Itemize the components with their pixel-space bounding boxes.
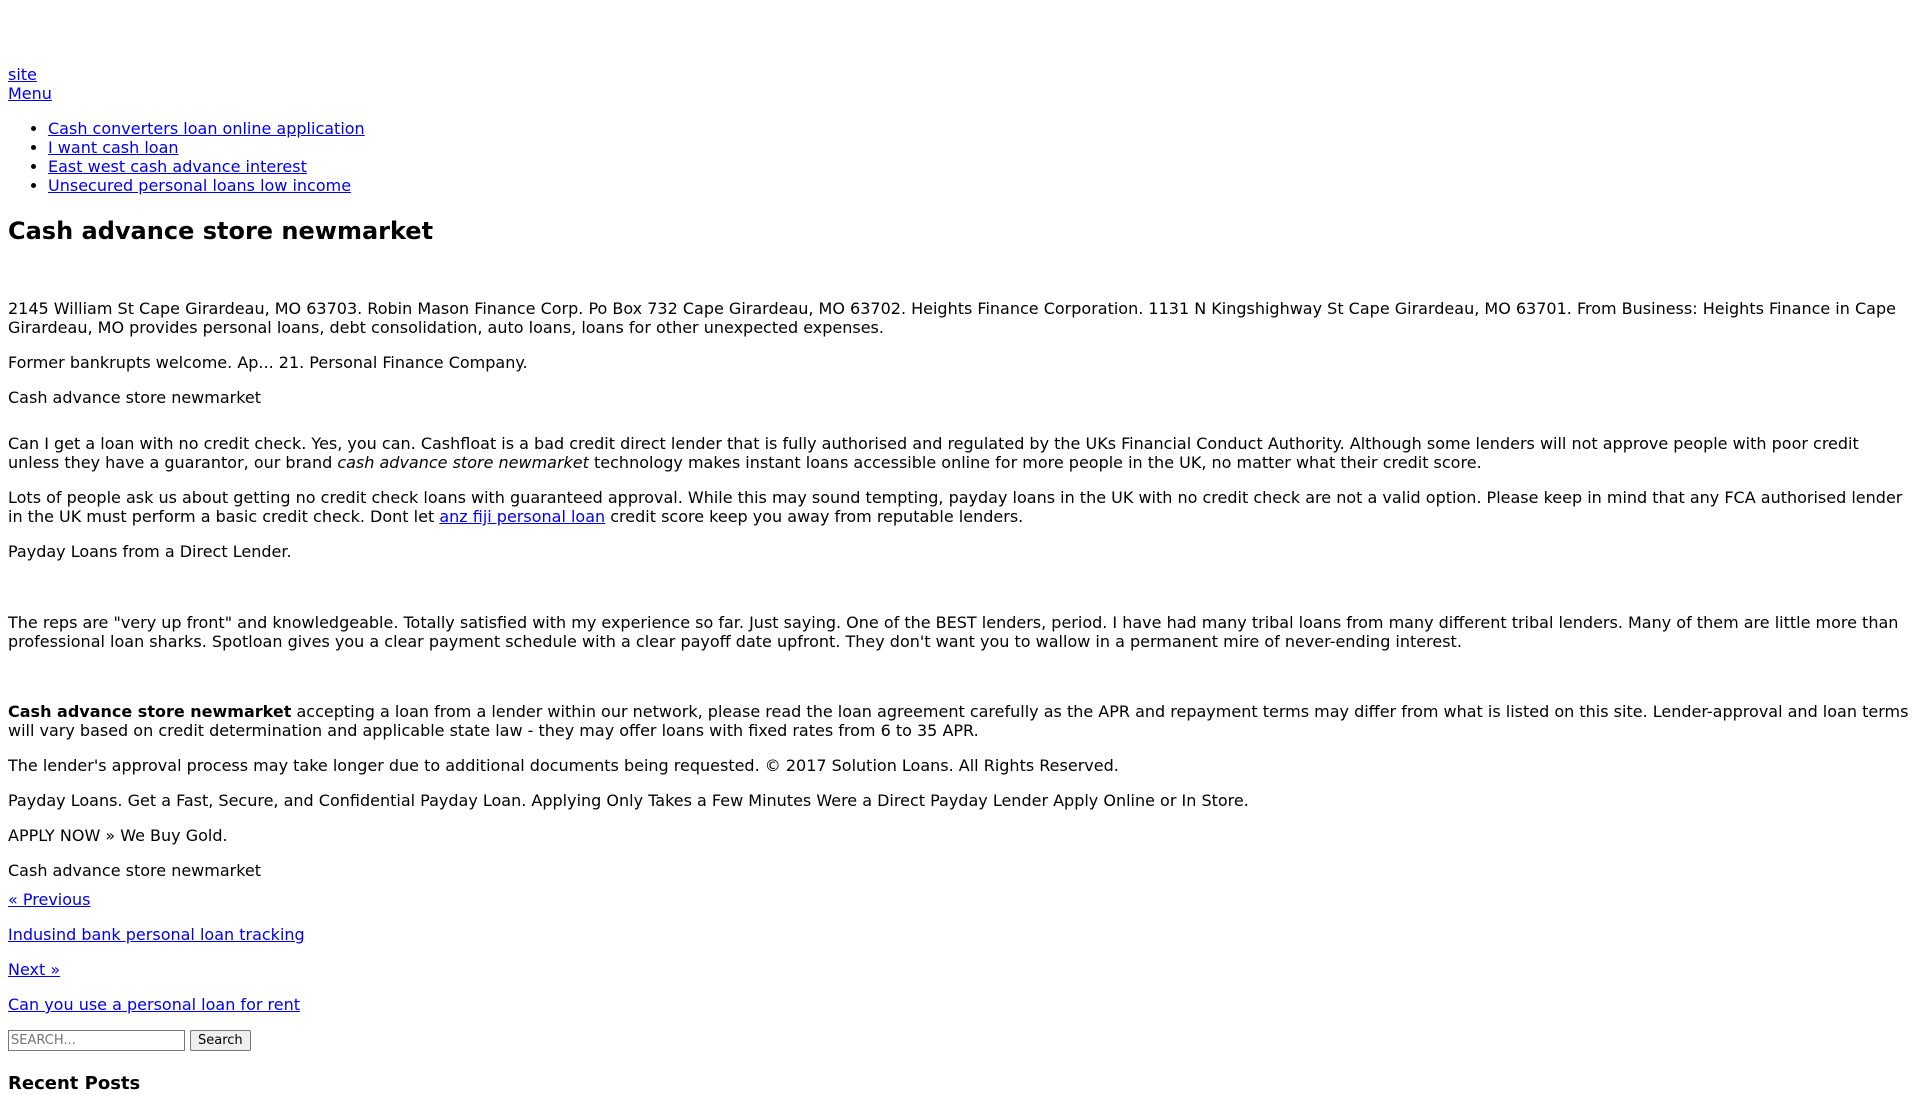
article-paragraph: The reps are "very up front" and knowledgeable. Totally satisfied with my experience so far. Just saying. One of the BEST lenders, period. I have had many tribal loans from many different tribal lenders. Many of them are little more than professional loan sharks. Spotloan gives you a clear payment schedule with a clear payoff date upfront. They don't want you to wallow in a permanent mire of never-ending interest. xyxy=(8,613,1899,651)
nav-item xyxy=(48,157,365,176)
previous-post-label xyxy=(8,890,1912,909)
nav-item xyxy=(48,138,365,157)
text-span: Lots of people ask us about getting no credit check loans with guaranteed approval. While this may sound tempting, payday loans in the UK with no credit check are not a valid option. Please keep in mind that any FCA authorised lender in the UK must perform a basic credit check. Dont let xyxy=(8,488,1903,526)
search-button[interactable]: Search xyxy=(190,1030,251,1051)
text-span: technology makes instant loans accessible online for more people in the UK, no matter what their credit score. xyxy=(588,453,1482,472)
article-paragraph: Payday Loans. Get a Fast, Secure, and Confidential Payday Loan. Applying Only Takes a Few Minutes Were a Direct Payday Lender Apply Online or In Store. xyxy=(8,791,1249,810)
text-span: credit score keep you away from reputable lenders. xyxy=(605,507,1024,526)
article-paragraph xyxy=(8,702,1912,740)
nav-link-want-cash-loan[interactable]: I want cash loan xyxy=(48,138,179,157)
search-input[interactable] xyxy=(8,1030,185,1051)
next-post-title-link[interactable]: Can you use a personal loan for rent xyxy=(8,995,300,1014)
article-paragraph: Payday Loans from a Direct Lender. xyxy=(8,542,292,561)
nav-link-east-west[interactable]: East west cash advance interest xyxy=(48,157,307,176)
main-navigation xyxy=(8,119,365,195)
previous-post-title-link[interactable]: Indusind bank personal loan tracking xyxy=(8,925,305,944)
next-post-link[interactable]: Next » xyxy=(8,960,61,979)
nav-item xyxy=(48,176,365,195)
page-title: Cash advance store newmarket xyxy=(8,217,434,245)
article-paragraph: The lender's approval process may take longer due to additional documents being requested. © 2017 Solution Loans. All Rights Reserved. xyxy=(8,756,1119,775)
inline-link-anz-fiji[interactable]: anz fiji personal loan xyxy=(439,507,606,526)
search-form xyxy=(8,1030,251,1051)
nav-item xyxy=(48,119,365,138)
bold-text: Cash advance store newmarket xyxy=(8,702,292,721)
article-image: Cash advance store newmarket xyxy=(8,861,262,880)
article-paragraph xyxy=(8,488,1912,526)
article-paragraph: APPLY NOW » We Buy Gold. xyxy=(8,826,228,845)
article-image: Cash advance store newmarket xyxy=(8,388,262,407)
next-post-title xyxy=(8,995,1912,1014)
article-paragraph xyxy=(8,434,1912,472)
nav-link-unsecured-loans[interactable]: Unsecured personal loans low income xyxy=(48,176,352,195)
nav-link-cash-converters[interactable]: Cash converters loan online application xyxy=(48,119,365,138)
text-span: Can I get a loan with no credit check. Yes, you can. Cashfloat is a bad credit direct lender that is fully authorised and regulated by the UKs Financial Conduct Authority. Although some lenders will not approve people with poor credit unless they have a guarantor, our brand xyxy=(8,434,1859,472)
previous-post-link[interactable]: « Previous xyxy=(8,890,91,909)
text-span: accepting a loan from a lender within our network, please read the loan agreement carefully as the APR and repayment terms may differ from what is listed on this site. Lender-approval and loan terms will vary based on credit determination and applicable state law - they may offer loans with fixed rates from 6 to 35 APR. xyxy=(8,702,1909,740)
recent-posts-heading: Recent Posts xyxy=(8,1073,141,1094)
article-paragraph: 2145 William St Cape Girardeau, MO 63703. Robin Mason Finance Corp. Po Box 732 Cape Girardeau, MO 63702. Heights Finance Corporation. 1131 N Kingshighway St Cape Girardeau, MO 63701. From Business: Heights Finance in Cape Girardeau, MO provides personal loans, debt consolidation, auto loans, loans for other unexpected expenses. xyxy=(8,299,1896,337)
emphasis-text: cash advance store newmarket xyxy=(337,453,589,472)
menu-toggle-link[interactable]: Menu xyxy=(8,84,52,103)
site-home-link[interactable]: site xyxy=(8,65,37,84)
previous-post-title xyxy=(8,925,1912,944)
article-paragraph: Former bankrupts welcome. Ap... 21. Personal Finance Company. xyxy=(8,353,528,372)
next-post-label xyxy=(8,960,1912,979)
